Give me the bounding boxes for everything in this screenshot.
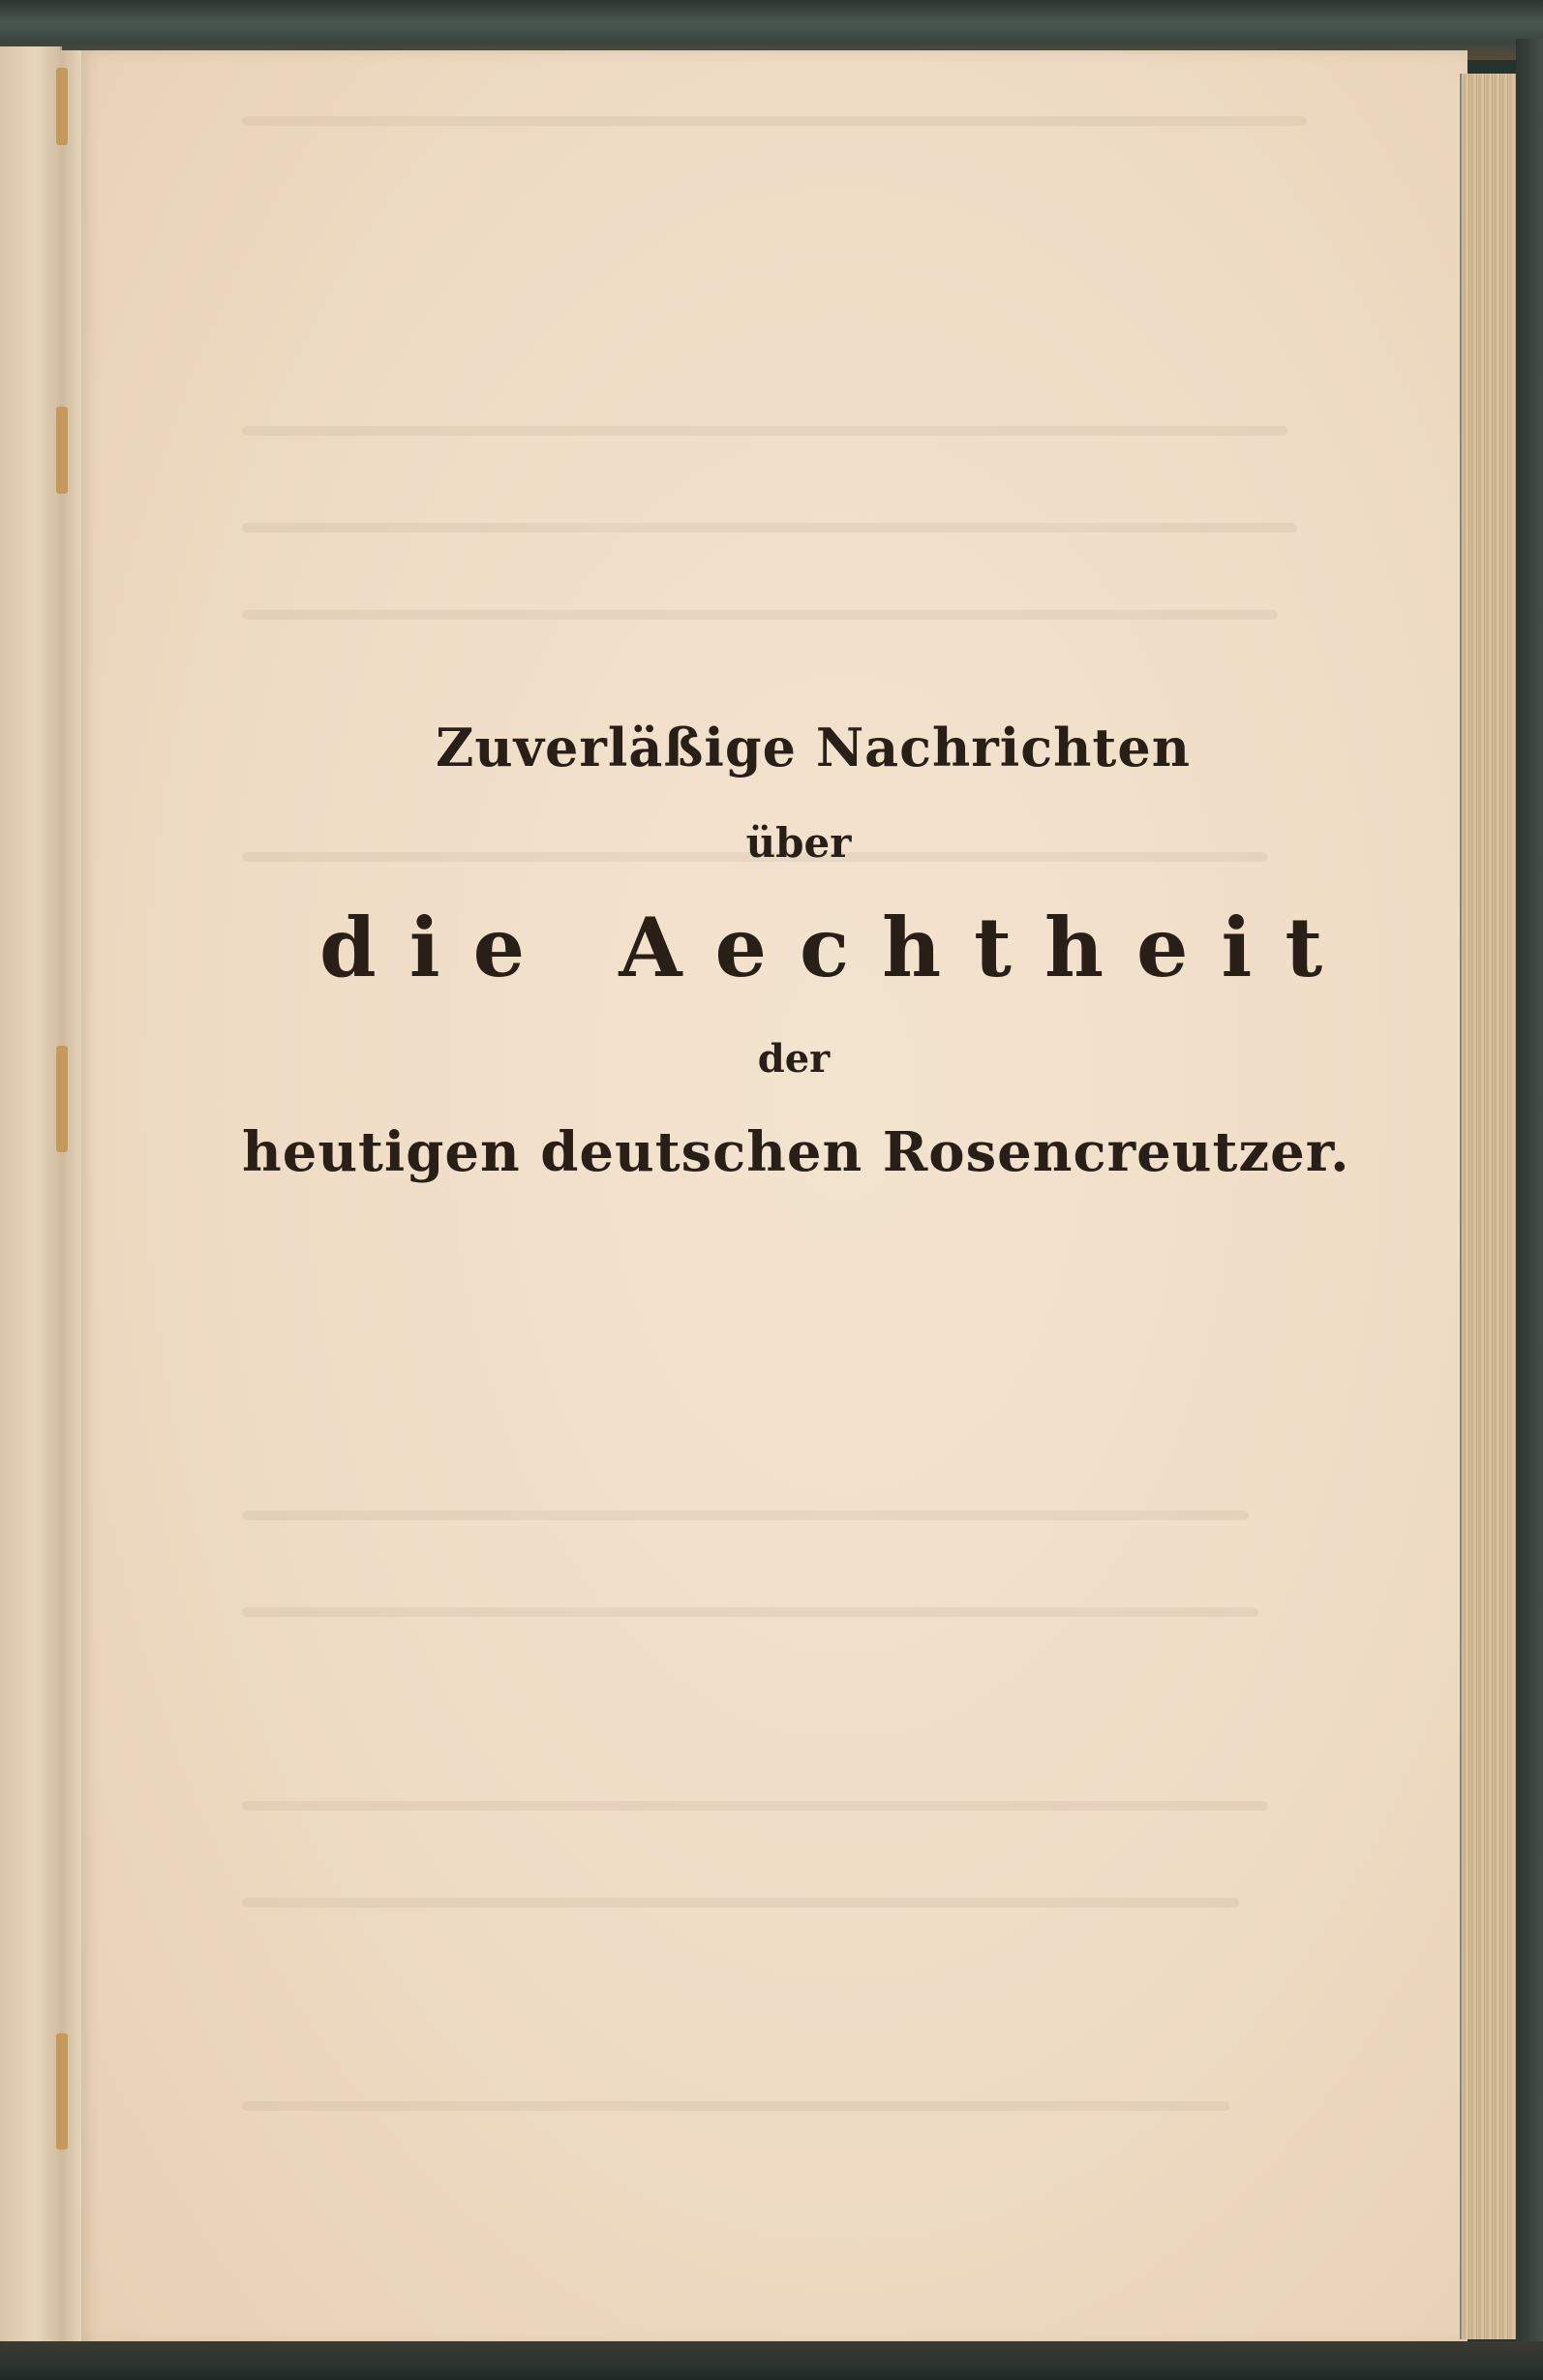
title-line-2: über — [745, 819, 852, 867]
show-through-line — [242, 2101, 1229, 2111]
page-block-edges — [1460, 74, 1518, 2339]
show-through-line — [242, 1510, 1249, 1520]
show-through-line — [242, 116, 1307, 126]
page-gutter — [60, 50, 81, 2347]
show-through-line — [242, 426, 1287, 436]
show-through-line — [242, 1607, 1258, 1617]
title-line-4: der — [757, 1036, 831, 1082]
title-line-3: die Aechtheit — [319, 900, 1356, 995]
binding-thread — [56, 407, 68, 494]
bottom-binding — [0, 2341, 1543, 2380]
title-page — [81, 50, 1467, 2345]
binding-thread — [56, 2033, 68, 2150]
binding-thread — [56, 68, 68, 145]
show-through-line — [242, 1898, 1239, 1907]
binding-thread — [56, 1046, 68, 1152]
cover-edge — [1516, 39, 1543, 2353]
left-facing-page — [0, 46, 62, 2351]
show-through-line — [242, 610, 1278, 620]
title-line-1: Zuverläßige Nachrichten — [436, 717, 1191, 778]
show-through-line — [242, 1801, 1268, 1811]
title-text-block — [242, 697, 1356, 1184]
show-through-line — [242, 523, 1297, 533]
title-line-5: heutigen deutschen Rosencreutzer. — [242, 1120, 1350, 1184]
